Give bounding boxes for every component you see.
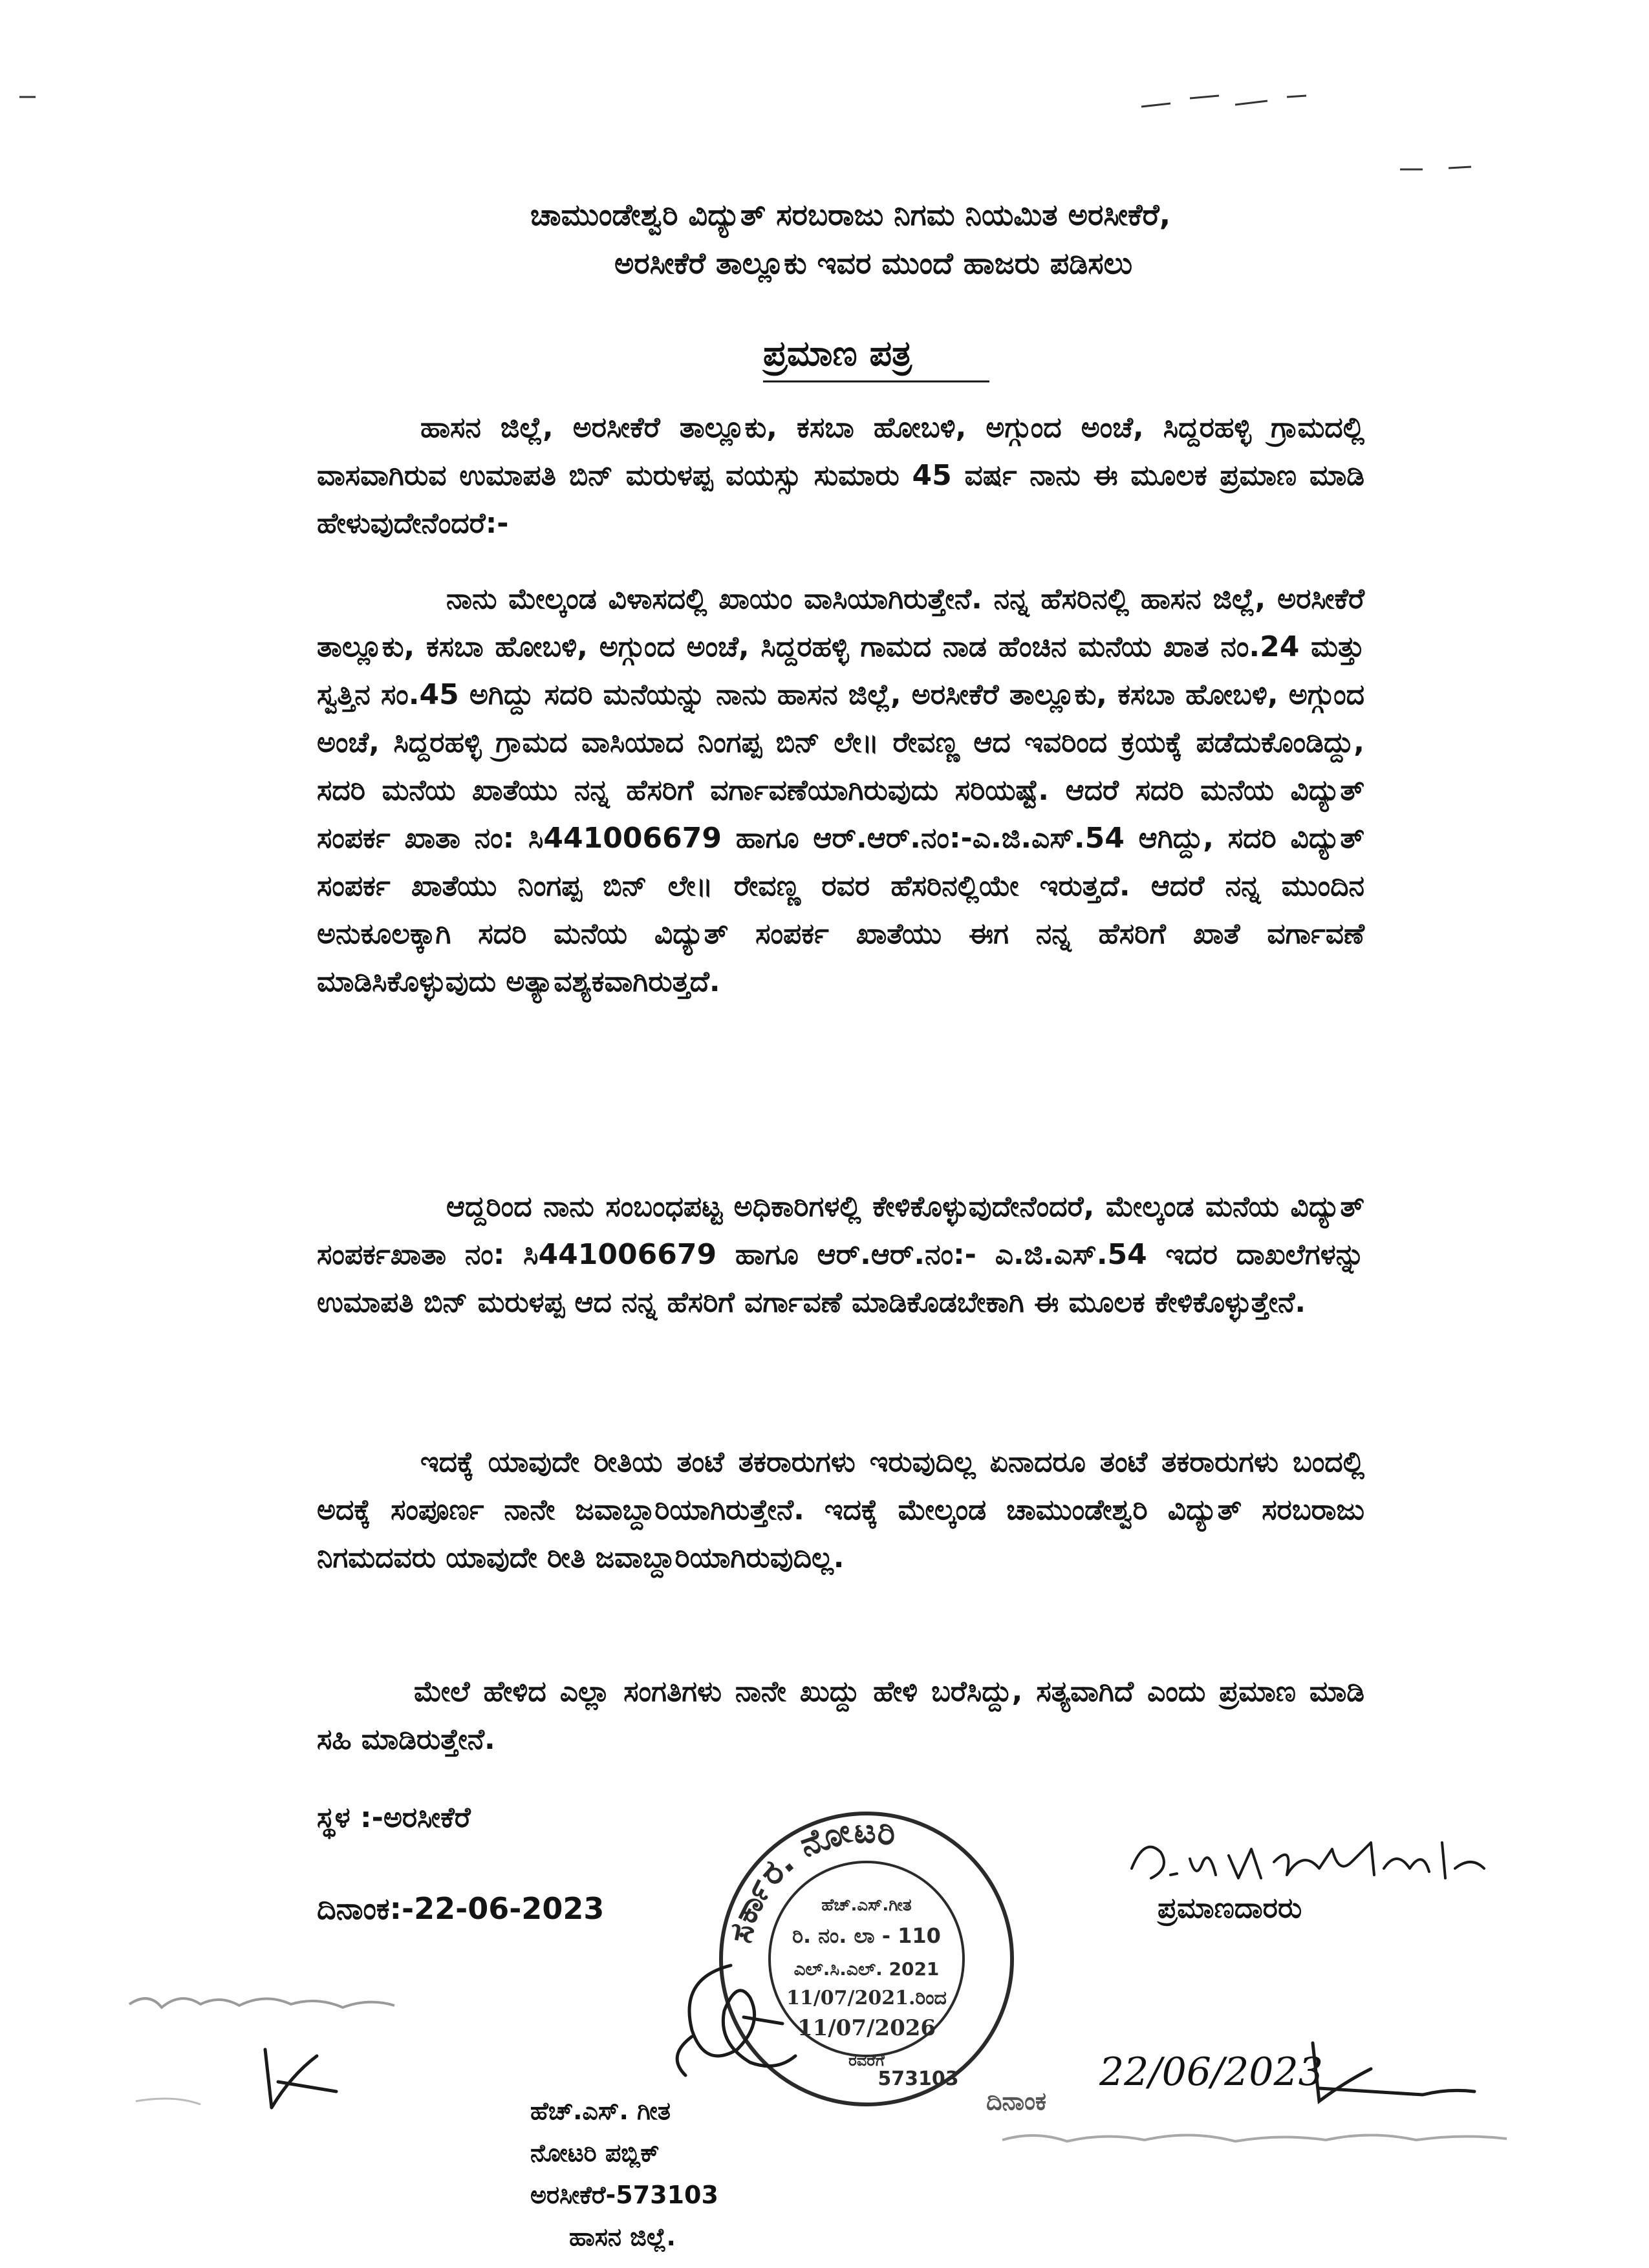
intro-paragraph: ಹಾಸನ ಜಿಲ್ಲೆ, ಅರಸೀಕೆರೆ ತಾಲ್ಲೂಕು, ಕಸಬಾ ಹೋಬಳಿ, ಅಗ್ಗುಂದ ಅಂಚೆ, ಸಿದ್ದರಹಳ್ಳಿ ಗ್ರಾಮದಲ್ಲಿ ವಾಸವಾಗಿರುವ ಉಮಾಪತಿ ಬಿನ್ ಮರುಳಪ್ಪ ವಯಸ್ಸು ಸುಮಾರು 45 ವರ್ಷ ನಾನು ಈ ಮೂಲಕ ಪ್ರಮಾಣ ಮಾಡಿ ಹೇಳುವುದೇನೆಂದರೆ:- [317, 411, 1364, 540]
bottom-right-faint-text [996, 2121, 1513, 2159]
notary-title: ನೋಟರಿ ಪಬ್ಲಿಕ್ [530, 2139, 660, 2167]
notary-district: ಹಾಸನ ಜಿಲ್ಲೆ. [569, 2223, 676, 2251]
stamp-bottom: ರವರೆಗೆ [848, 2051, 885, 2070]
stamp-valid-to: 11/07/2026 [797, 2015, 936, 2041]
stamp-pin: 573103 [878, 2068, 959, 2090]
notary-city: ಅರಸೀಕೆರೆ-573103 [530, 2181, 718, 2209]
notary-name: ಹೆಚ್.ಎಸ್. ಗೀತ [530, 2097, 671, 2125]
paragraph-2: ಆದ್ದರಿಂದ ನಾನು ಸಂಬಂಧಪಟ್ಟ ಅಧಿಕಾರಿಗಳಲ್ಲಿ ಕೇಳಿಕೊಳ್ಳುವುದೇನೆಂದರೆ, ಮೇಲ್ಕಂಡ ಮನೆಯ ವಿದ್ಯುತ್ ಸಂಪರ್ಕಖಾತಾ ನಂ: ಸಿ441006679 ಹಾಗೂ ಆರ್.ಆರ್.ನಂ:- ಎ.ಜಿ.ಎಸ್.54 ಇದರ ದಾಖಲೆಗಳನ್ನು ಉಮಾಪತಿ ಬಿನ್ ಮರುಳಪ್ಪ ಆದ ನನ್ನ ಹೆಸರಿಗೆ ವರ್ಗಾವಣೆ ಮಾಡಿಕೊಡಬೇಕಾಗಿ ಈ ಮೂಲಕ ಕೇಳಿಕೊಳ್ಳುತ್ತೇನೆ. [317, 1190, 1364, 1319]
header-line-1: ಚಾಮುಂಡೇಶ್ವರಿ ವಿದ್ಯುತ್ ಸರಬರಾಜು ನಿಗಮ ನಿಯಮಿತ ಅರಸೀಕೆರೆ, [530, 197, 1171, 232]
left-faint-signature [123, 1978, 414, 2121]
handwritten-date: 22/06/2023 [1099, 2049, 1323, 2095]
notary-signature [653, 1952, 821, 2082]
signatory-label: ಪ್ರಮಾಣದಾರರು [1158, 1892, 1302, 1925]
bottom-right-signature [1293, 2030, 1487, 2121]
stamp-valid-from: 11/07/2021.ರಿಂದ [786, 1987, 947, 2009]
stamp-year: ಎಲ್.ಸಿ.ಎಲ್. 2021 [793, 1958, 940, 1980]
header-line-2: ಅರಸೀಕೆರೆ ತಾಲ್ಲೂಕು ಇವರ ಮುಂದೆ ಹಾಜರು ಪಡಿಸಲು [614, 246, 1133, 281]
stamp-name: ಹೆಚ್.ಎಸ್.ಗೀತ [821, 1896, 912, 1915]
document-title: ಪ್ರಮಾಣ ಪತ್ರ [763, 333, 912, 374]
date-line: ದಿನಾಂಕ:-22-06-2023 [317, 1891, 605, 1926]
signatory-signature [1125, 1823, 1500, 1894]
place-line: ಸ್ಥಳ :-ಅರಸೀಕೆರೆ [317, 1801, 471, 1834]
title-underline [763, 378, 996, 385]
paragraph-1: ನಾನು ಮೇಲ್ಕಂಡ ವಿಳಾಸದಲ್ಲಿ ಖಾಯಂ ವಾಸಿಯಾಗಿರುತ್ತೇನೆ. ನನ್ನ ಹೆಸರಿನಲ್ಲಿ ಹಾಸನ ಜಿಲ್ಲೆ, ಅರಸೀಕೆರೆ ತಾಲ್ಲೂಕು, ಕಸಬಾ ಹೋಬಳಿ, ಅಗ್ಗುಂದ ಅಂಚೆ, ಸಿದ್ದರಹಳ್ಳಿ ಗಾಮದ ನಾಡ ಹೆಂಚಿನ ಮನೆಯ ಖಾತ ನಂ.24 ಮತ್ತು ಸ್ವತ್ತಿನ ಸಂ.45 ಅಗಿದ್ದು ಸದರಿ ಮನೆಯನ್ನು ನಾನು ಹಾಸನ ಜಿಲ್ಲೆ, ಅರಸೀಕೆರೆ ತಾಲ್ಲೂಕು, ಕಸಬಾ ಹೋಬಳಿ, ಅಗ್ಗುಂದ ಅಂಚೆ, ಸಿದ್ದರಹಳ್ಳಿ ಗ್ರಾಮದ ವಾಸಿಯಾದ ನಿಂಗಪ್ಪ ಬಿನ್ ಲೇ॥ ರೇವಣ್ಣ ಆದ ಇವರಿಂದ ಕ್ರಯಕ್ಕೆ ಪಡೆದುಕೊಂಡಿದ್ದು, ಸದರಿ ಮನೆಯ ಖಾತೆಯು ನನ್ನ ಹೆಸರಿಗೆ ವರ್ಗಾವಣೆಯಾಗಿರುವುದು ಸರಿಯಷ್ಟೆ. ಆದರೆ ಸದರಿ ಮನೆಯ ವಿದ್ಯುತ್ ಸಂಪರ್ಕ ಖಾತಾ ನಂ: ಸಿ441006679 ಹಾಗೂ ಆರ್.ಆರ್.ನಂ:-ಎ.ಜಿ.ಎಸ್.54 ಆಗಿದ್ದು, ಸದರಿ ವಿದ್ಯುತ್ ಸಂಪರ್ಕ ಖಾತೆಯು ನಿಂಗಪ್ಪ ಬಿನ್ ಲೇ॥ ರೇವಣ್ಣ ರವರ ಹೆಸರಿನಲ್ಲಿಯೇ ಇರುತ್ತದೆ. ಆದರೆ ನನ್ನ ಮುಂದಿನ ಅನುಕೂಲಕ್ಕಾಗಿ ಸದರಿ ಮನೆಯ ವಿದ್ಯುತ್ ಸಂಪರ್ಕ ಖಾತೆಯು ಈಗ ನನ್ನ ಹೆಸರಿಗೆ ಖಾತೆ ವರ್ಗಾವಣೆ ಮಾಡಿಸಿಕೊಳ್ಳುವುದು ಅತ್ಯಾವಶ್ಯಕವಾಗಿರುತ್ತದೆ. [317, 583, 1364, 998]
paragraph-3: ಇದಕ್ಕೆ ಯಾವುದೇ ರೀತಿಯ ತಂಟೆ ತಕರಾರುಗಳು ಇರುವುದಿಲ್ಲ ಏನಾದರೂ ತಂಟೆ ತಕರಾರುಗಳು ಬಂದಲ್ಲಿ ಅದಕ್ಕೆ ಸಂಪೂರ್ಣ ನಾನೇ ಜವಾಬ್ದಾರಿಯಾಗಿರುತ್ತೇನೆ. ಇದಕ್ಕೆ ಮೇಲ್ಕಂಡ ಚಾಮುಂಡೇಶ್ವರಿ ವಿದ್ಯುತ್ ಸರಬರಾಜು ನಿಗಮದವರು ಯಾವುದೇ ರೀತಿ ಜವಾಬ್ದಾರಿಯಾಗಿರುವುದಿಲ್ಲ. [317, 1446, 1364, 1574]
scan-marks [0, 0, 1649, 194]
paragraph-4: ಮೇಲೆ ಹೇಳಿದ ಎಲ್ಲಾ ಸಂಗತಿಗಳು ನಾನೇ ಖುದ್ದು ಹೇಳಿ ಬರೆಸಿದ್ದು, ಸತ್ಯವಾಗಿದೆ ಎಂದು ಪ್ರಮಾಣ ಮಾಡಿ ಸಹಿ ಮಾಡಿರುತ್ತೇನೆ. [317, 1675, 1364, 1756]
stamp-reg-no: ರಿ. ನಂ. ಲಾ - 110 [792, 1923, 941, 1948]
stamp-ring-text: ಸರ್ಕಾರ. ನೋಟರಿ [720, 1812, 899, 1946]
bottom-date-label: ದಿನಾಂಕ [986, 2087, 1047, 2115]
